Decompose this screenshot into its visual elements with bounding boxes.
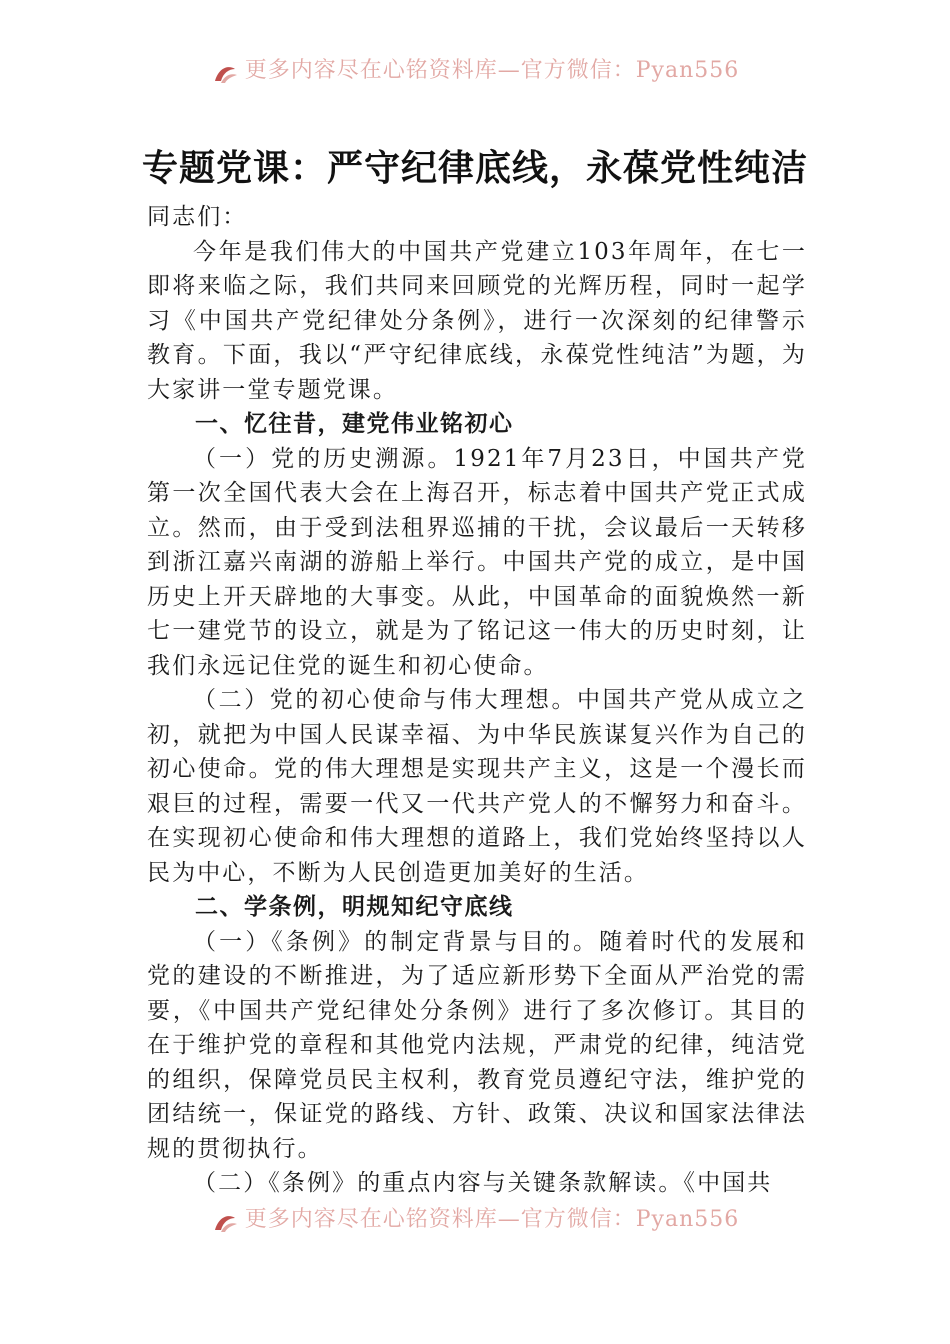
paragraph-intro: 今年是我们伟大的中国共产党建立103年周年，在七一即将来临之际，我们共同来回顾党的光辉历程，同时一起学习《中国共产党纪律处分条例》，进行一次深刻的纪律警示教育。下面，我以“严守纪律底线，永葆党性纯洁”为题，为大家讲一堂专题党课。 bbox=[147, 238, 807, 403]
watermark-logo-icon bbox=[211, 1210, 239, 1234]
paragraph-2-1: （一）《条例》的制定背景与目的。随着时代的发展和党的建设的不断推进，为了适应新形势下全面从严治党的需要，《中国共产党纪律处分条例》进行了多次修订。其目的在于维护党的章程和其他党内法规，严肃党的纪律，纯洁党的组织，保障党员民主权利，教育党员遵纪守法，维护党的团结统一，保证党的路线、方针、政策、决议和国家法律法规的贯彻执行。 bbox=[147, 928, 807, 1162]
greeting: 同志们： bbox=[147, 204, 248, 230]
document-body bbox=[147, 200, 807, 1201]
watermark-top bbox=[0, 56, 950, 90]
section-heading-1: 一、忆往昔，建党伟业铭初心 bbox=[195, 411, 514, 437]
watermark-text: 更多内容尽在心铭资料库—官方微信：Pyan556 bbox=[244, 57, 740, 83]
paragraph-1-2: （二）党的初心使命与伟大理想。中国共产党从成立之初，就把为中国人民谋幸福、为中华民族谋复兴作为自己的初心使命。党的伟大理想是实现共产主义，这是一个漫长而艰巨的过程，需要一代又一代共产党人的不懈努力和奋斗。在实现初心使命和伟大理想的道路上，我们党始终坚持以人民为中心，不断为人民创造更加美好的生活。 bbox=[147, 687, 807, 886]
document-title: 专题党课：严守纪律底线，永葆党性纯洁 bbox=[141, 147, 808, 189]
watermark-bottom bbox=[0, 1205, 950, 1239]
section-heading-2: 二、学条例，明规知纪守底线 bbox=[195, 894, 514, 920]
watermark-text: 更多内容尽在心铭资料库—官方微信：Pyan556 bbox=[244, 1206, 740, 1232]
watermark-logo-icon bbox=[211, 61, 239, 85]
paragraph-2-2: （二）《条例》的重点内容与关键条款解读。《中国共 bbox=[193, 1170, 773, 1196]
paragraph-1-1: （一）党的历史溯源。1921年7月23日，中国共产党第一次全国代表大会在上海召开，标志着中国共产党正式成立。然而，由于受到法租界巡捕的干扰，会议最后一天转移到浙江嘉兴南湖的游船上举行。中国共产党的成立，是中国历史上开天辟地的大事变。从此，中国革命的面貌焕然一新七一建党节的设立，就是为了铭记这一伟大的历史时刻，让我们永远记住党的诞生和初心使命。 bbox=[147, 445, 807, 679]
